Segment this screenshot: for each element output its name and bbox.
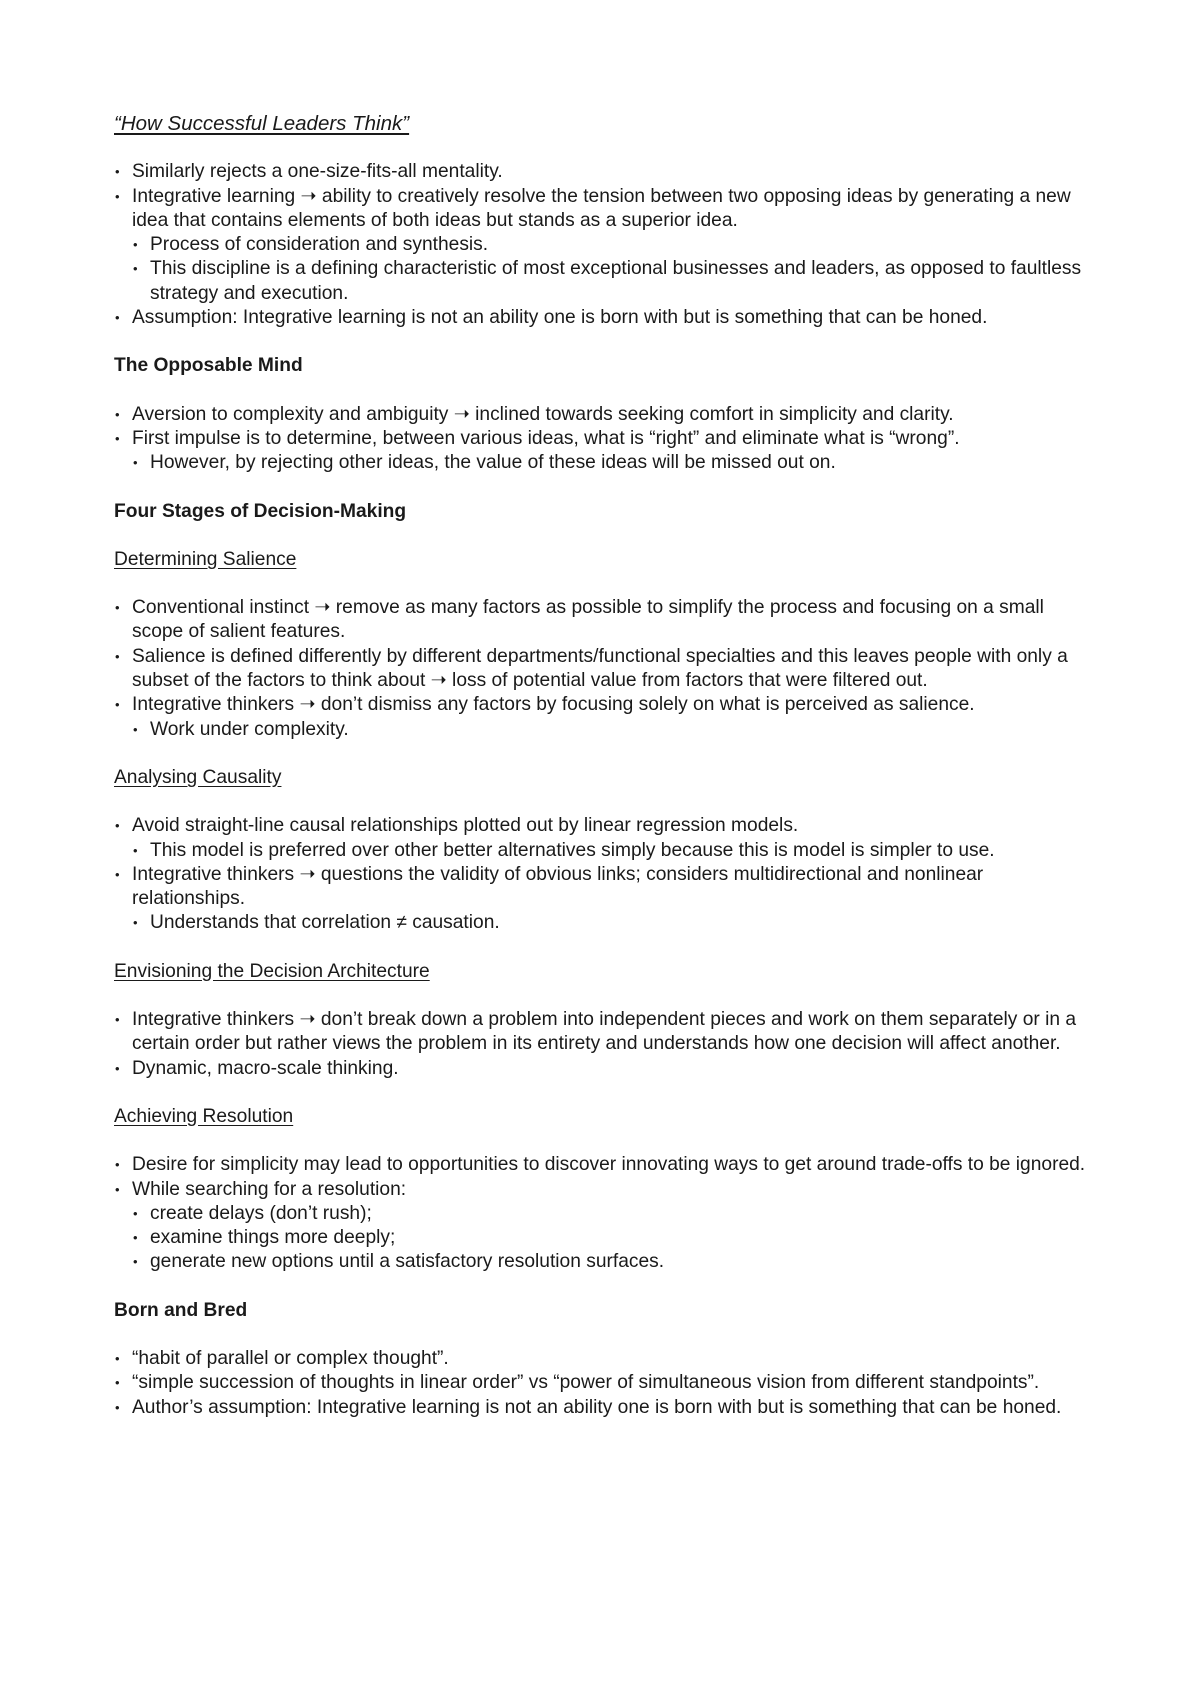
bullet-item: • Conventional instinct ➝ remove as many factors as possible to simplify the process and focusing on a small scope of salient features. [114, 596, 1094, 645]
sub-bullet-item: • This discipline is a defining characteristic of most exceptional businesses and leaders, as opposed to faultless strategy and execution. [114, 257, 1094, 306]
sub-bullet-item: • However, by rejecting other ideas, the value of these ideas will be missed out on. [114, 451, 1094, 475]
section-subheading: Determining Salience [114, 548, 297, 570]
sub-bullet-item: • generate new options until a satisfactory resolution surfaces. [114, 1250, 1094, 1274]
bullet-item: • Dynamic, macro-scale thinking. [114, 1057, 1094, 1081]
bullet-list [114, 596, 1094, 742]
sub-bullet-item: • Work under complexity. [114, 718, 1094, 742]
sub-bullet-item: • Process of consideration and synthesis. [114, 233, 1094, 257]
sub-bullet-item: • examine things more deeply; [114, 1226, 1094, 1250]
bullet-item: • Author’s assumption: Integrative learning is not an ability one is born with but is something that can be honed. [114, 1396, 1094, 1420]
section [114, 766, 1094, 936]
section [114, 160, 1094, 330]
bullet-item: • Integrative learning ➝ ability to creatively resolve the tension between two opposing ideas by generating a new idea that contains elements of both ideas but stands as a superior idea. [114, 185, 1094, 234]
bullet-item: • Aversion to complexity and ambiguity ➝ inclined towards seeking comfort in simplicity and clarity. [114, 403, 1094, 427]
bullet-list [114, 160, 1094, 330]
bullet-item: • Salience is defined differently by different departments/functional specialties and this leaves people with only a subset of the factors to think about ➝ loss of potential value from factors that were filtered out. [114, 645, 1094, 694]
section-heading: Four Stages of Decision-Making [114, 500, 407, 522]
bullet-item: • Desire for simplicity may lead to opportunities to discover innovating ways to get around trade-offs to be ignored. [114, 1153, 1094, 1177]
bullet-item: • Avoid straight-line causal relationships plotted out by linear regression models. [114, 814, 1094, 838]
section-heading: The Opposable Mind [114, 355, 303, 377]
sub-bullet-item: • create delays (don’t rush); [114, 1202, 1094, 1226]
section [114, 500, 1094, 524]
bullet-item: • Assumption: Integrative learning is not an ability one is born with but is something that can be honed. [114, 306, 1094, 330]
section-subheading: Achieving Resolution [114, 1105, 294, 1127]
bullet-list [114, 1008, 1094, 1081]
bullet-item: • Similarly rejects a one-size-fits-all mentality. [114, 160, 1094, 184]
bullet-item: • “habit of parallel or complex thought”. [114, 1347, 1094, 1371]
bullet-item: • Integrative thinkers ➝ don’t break down a problem into independent pieces and work on them separately or in a certain order but rather views the problem in its entirety and understands how one decision will affect another. [114, 1008, 1094, 1057]
bullet-list [114, 814, 1094, 935]
bullet-list [114, 1347, 1094, 1420]
sub-bullet-item: • Understands that correlation ≠ causation. [114, 911, 1094, 935]
document-body [114, 160, 1094, 1420]
sub-bullet-item: • This model is preferred over other better alternatives simply because this is model is simpler to use. [114, 839, 1094, 863]
section [114, 1299, 1094, 1420]
section [114, 960, 1094, 1081]
bullet-item: • Integrative thinkers ➝ don’t dismiss any factors by focusing solely on what is perceived as salience. [114, 693, 1094, 717]
document-page [114, 112, 1094, 1420]
section [114, 1105, 1094, 1275]
section-subheading: Analysing Causality [114, 766, 282, 788]
bullet-item: • While searching for a resolution: [114, 1178, 1094, 1202]
bullet-item: • “simple succession of thoughts in linear order” vs “power of simultaneous vision from different standpoints”. [114, 1371, 1094, 1395]
section [114, 354, 1094, 475]
section-subheading: Envisioning the Decision Architecture [114, 960, 430, 982]
bullet-item: • First impulse is to determine, between various ideas, what is “right” and eliminate what is “wrong”. [114, 427, 1094, 451]
document-title: “How Successful Leaders Think” [114, 112, 410, 135]
bullet-list [114, 403, 1094, 476]
bullet-item: • Integrative thinkers ➝ questions the validity of obvious links; considers multidirectional and nonlinear relationships. [114, 863, 1094, 912]
section-heading: Born and Bred [114, 1299, 248, 1321]
section [114, 548, 1094, 742]
bullet-list [114, 1153, 1094, 1274]
